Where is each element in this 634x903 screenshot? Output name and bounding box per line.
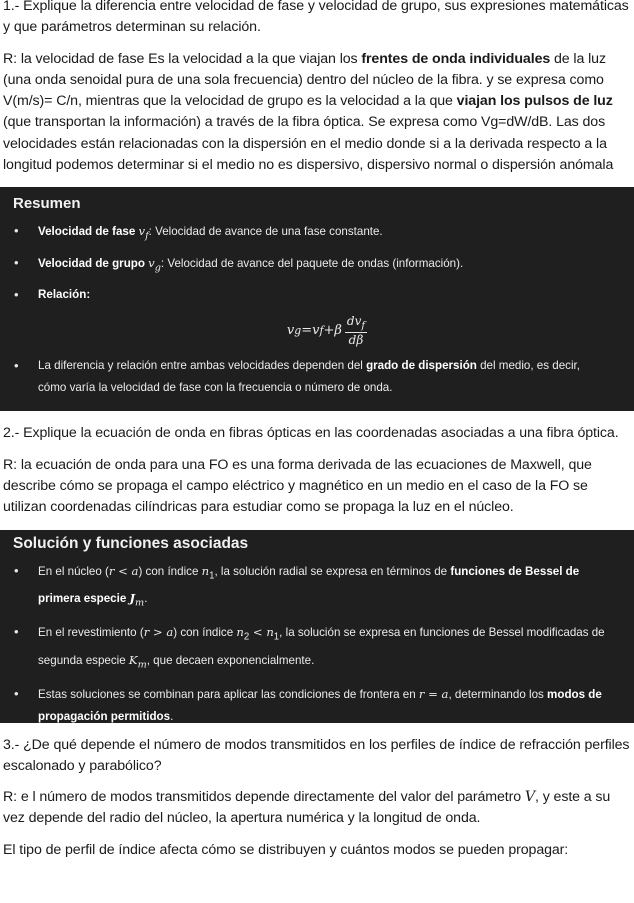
profile-note: El tipo de perfil de índice afecta cómo se distribuyen y cuántos modos se pueden propagar: [3, 841, 569, 858]
answer-2 [0, 455, 634, 519]
question-1-text: 1.- Explique la diferencia entre velocidad de fase y velocidad de grupo, sus expresiones matemáticas y que parámetros determinan su relación. [3, 0, 629, 36]
answer-1-bold: frentes de onda individuales [361, 50, 551, 67]
answer-1-bold: viajan los pulsos de luz [456, 93, 613, 110]
answer-1-part: (que transportan la información) a través de la fibra óptica. Se expresa como Vg=dW/dB. Las dos velocidades están relacionadas con la dispersión en el medio donde si a la derivada respecto a la longitud podemos determinar si el medio no es dispersivo, dispersivo normal o dispersión anómala [3, 114, 614, 174]
summary-list [0, 220, 634, 306]
solutions-title: Solución y funciones asociadas [13, 534, 249, 552]
answer-1-part: de la luz (una onda senoidal pura de una sola frecuencia) dentro del núcleo de la fibra. y se expresa como V(m/s)= C/n, mientras que la velocidad de grupo es la velocidad a la que [3, 50, 606, 110]
question-3-text: 3.- ¿De qué depende el número de modos transmitidos en los perfiles de índice de refracción perfiles escalonado y parabólico? [3, 736, 630, 774]
question-3 [0, 735, 634, 778]
solutions-list [0, 560, 634, 729]
summary-panel [0, 187, 634, 411]
solutions-panel [0, 530, 634, 723]
solutions-item-boundary: • Estas soluciones se combinan para aplicar las condiciones de frontera en r = a, determinando los modos de propagación permitidos. [0, 683, 634, 729]
question-2 [0, 423, 634, 444]
summary-title: Resumen [13, 195, 81, 213]
summary-item-dispersion: • La diferencia y relación entre ambas velocidades dependen del grado de dispersión del medio, es decir, cómo varía la velocidad de fase con la frecuencia o número de onda. [0, 355, 634, 400]
question-1 [0, 0, 634, 39]
solutions-item-core: • En el núcleo (r < a) con índice $n_1$, la solución radial se expresa en términos de funciones de Bessel de primera especie $J_m$. [0, 560, 634, 616]
relation-formula: v g = v f + β $\frac{dv_f}{d\beta}$ [286, 314, 366, 347]
answer-1 [0, 49, 634, 177]
summary-item-relation: • Relación: [0, 284, 634, 307]
solutions-item-cladding: • En el revestimiento (r > a) con índice $n_2 < n_1$, la solución se expresa en funciones de Bessel modificadas de segunda especie $K_m$, que decaen exponencialmente. [0, 621, 634, 677]
answer-2-text: R: la ecuación de onda para una FO es una forma derivada de las ecuaciones de Maxwell, que describe cómo se propaga el campo eléctrico y magnético en un medio en el caso de la FO se utilizan coordenadas cilíndricas para estudiar como se propaga la luz en el núcleo. [3, 456, 592, 516]
summary-item-phase-velocity: • Velocidad de fase $v_f$: Velocidad de avance de una fase constante. [0, 220, 634, 248]
summary-item-group-velocity: • Velocidad de grupo $v_g$: Velocidad de avance del paquete de ondas (información). [0, 252, 634, 280]
answer-3: R: e l número de modos transmitidos depende directamente del valor del parámetro V, y este a su vez depende del radio del núcleo, la apertura numérica y la longitud de onda. [3, 789, 611, 827]
answer-1-part: R: la velocidad de fase Es la velocidad a la que viajan los [3, 50, 362, 67]
question-2-text: 2.- Explique la ecuación de onda en fibras ópticas en las coordenadas asociadas a una fibra óptica. [3, 425, 619, 442]
derivative-fraction: $\frac{dv_f}{d\beta}$ [346, 314, 366, 347]
